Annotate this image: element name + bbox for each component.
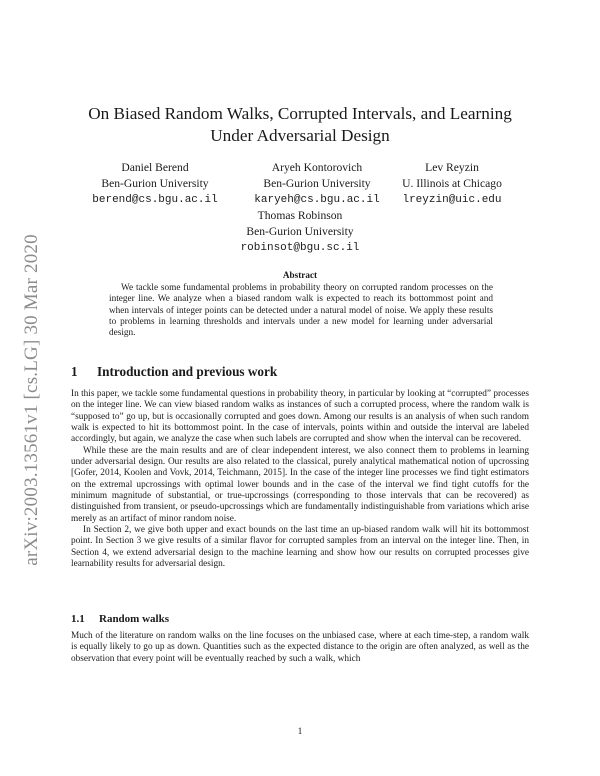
arxiv-identifier: arXiv:2003.13561v1 [cs.LG] 30 Mar 2020 <box>21 234 42 566</box>
author-affiliation: Ben-Gurion University <box>263 177 371 190</box>
author-block <box>200 208 400 256</box>
paragraph: In Section 2, we give both upper and exact bounds on the last time an up-biased random walk will hit its bottommost point. In Section 3 we give results of a similar flavor for corrupted samples from an interval on the integer line. Then, in Section 4, we extend adversarial design to the machine learning and show how our results on corrupted processes give learnability results for adversarial design. <box>71 525 529 570</box>
section-number: 1 <box>71 364 78 379</box>
author-name: Aryeh Kontorovich <box>271 161 363 174</box>
author-name: Daniel Berend <box>121 161 189 174</box>
author-affiliation: U. Illinois at Chicago <box>402 177 502 190</box>
author-email[interactable]: lreyzin@uic.edu <box>402 194 502 206</box>
section-body <box>71 389 529 571</box>
subsection-title: Random walks <box>99 613 169 625</box>
abstract-heading: Abstract <box>282 270 318 280</box>
author-name: Lev Reyzin <box>425 161 479 174</box>
author-affiliation: Ben-Gurion University <box>101 177 209 190</box>
author-email[interactable]: robinsot@bgu.sc.il <box>240 242 360 254</box>
subsection-heading <box>71 613 169 625</box>
section-heading <box>71 364 277 380</box>
subsection-number: 1.1 <box>71 613 85 625</box>
author-name: Thomas Robinson <box>257 209 343 222</box>
paper-title: On Biased Random Walks, Corrupted Intervals, and Learning Under Adversarial Design <box>88 104 512 145</box>
author-email[interactable]: berend@cs.bgu.ac.il <box>92 194 218 206</box>
author-block <box>352 160 552 208</box>
paragraph: Much of the literature on random walks on the line focuses on the unbiased case, where at each time-step, a random walk is equally likely to go up as down. Quantities such as the expected distance to the origin are often analyzed, as well as the observation that every point will be eventually reached by such a walk, which <box>71 631 529 664</box>
author-affiliation: Ben-Gurion University <box>246 225 354 238</box>
section-title: Introduction and previous work <box>97 364 278 379</box>
abstract-text: We tackle some fundamental problems in probability theory on corrupted random processes on the integer line. We analyze when a biased random walk is expected to reach its bottommost point and when intervals of integer points can be detected under a natural model of noise. We apply these results to problems in learning thresholds and intervals under a new model for learning under adversarial design. <box>109 283 493 339</box>
page-number: 1 <box>297 727 303 737</box>
author-email[interactable]: karyeh@cs.bgu.ac.il <box>254 194 380 206</box>
paragraph: While these are the main results and are of clear independent interest, we also connect them to problems in learning under adversarial design. Our results are also related to the classical, purely analytical mathematical notion of upcrossing [Gofer, 2014, Koolen and Vovk, 2014, Teichmann, 2015]. In the case of the integer line processes we find tight estimators on the extremal upcrossings with optimal lower bounds and in the case of the interval we find tight cutoffs for the minimum magnitude of substantial, or true-upcrossings (corresponding to those intervals that can be recovered) as distinguished from transient, or pseudo-upcrossings which are fundamentally indistinguishable from variations which arise merely as an artifact of minor random noise. <box>71 445 529 524</box>
subsection-body <box>71 631 529 665</box>
paragraph: In this paper, we tackle some fundamental questions in probability theory, in particular by looking at “corrupted” processes on the integer line. We can view biased random walks as instances of such a corrupted process, where the random walk is “supposed to” go up, but is occasionally corrupted and goes down. Among our results is an analysis of when such random walk is expected to hit its bottommost point. In the case of intervals, points within and outside the interval are labeled accordingly, but again, we analyze the case when such labels are corrupted and show when the interval can be recovered. <box>71 389 529 445</box>
